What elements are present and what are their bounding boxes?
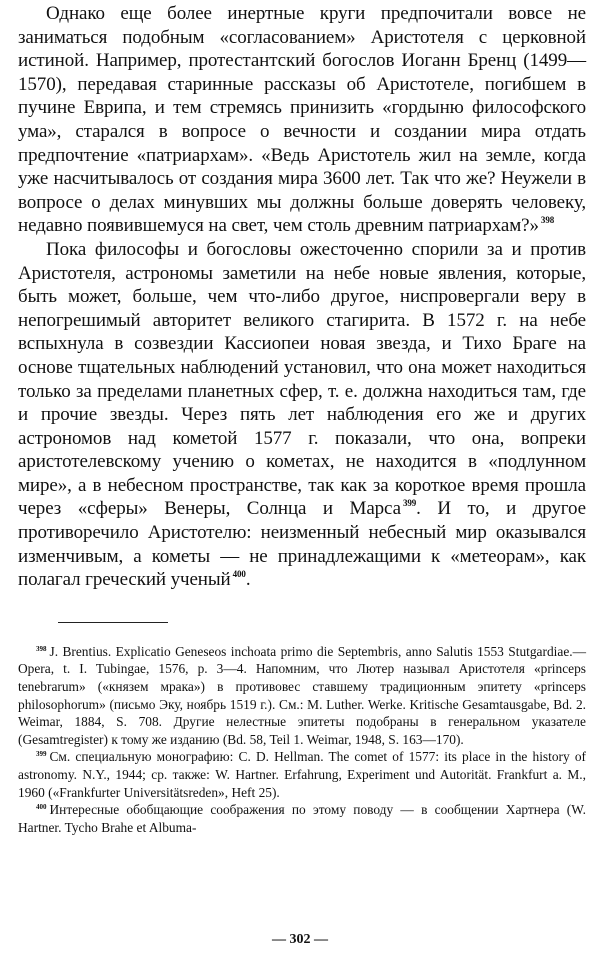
footnote-number: 400	[36, 803, 47, 812]
page-number: — 302 —	[272, 932, 328, 947]
paragraph-2-text: Пока философы и богословы ожесточенно спорили за и против Аристотеля, астрономы заметили на небе новые явления, которые, быть может, больше, чем что-либо другое, ниспровергали веру в непогрешимый авторитет великого стагирита. В 1572 г. на небе вспыхнула в созвездии Кассиопеи новая звезда, и Тихо Браге на основе тщательных наблюдений установил, что она может находиться только за пределами планетных сфер, т. е. должна находиться там, где и прочие звезды. Через пять лет наблюдения его же и других астрономов над кометой 1577 г. показали, что она, вопреки аристотелевскому учению о кометах, не находится в «подлунном мире», а в небесном пространстве, так как за короткое время прошла через «сферы» Венеры, Солнца и Марса	[18, 238, 586, 520]
footnote-ref-400: 400	[232, 569, 246, 580]
footnote-text: См. специальную монографию: C. D. Hellman. The comet of 1577: its place in the history of astronomy. N.Y., 1944; ср. также: W. Hartner. Erfahrung, Experiment und Autorität. Frankfurt a. M., 1960 («Frankfurter Universitätsreden», Heft 25).	[18, 749, 586, 800]
footnote-number: 398	[36, 644, 47, 653]
footnote-number: 399	[36, 750, 47, 759]
body-paragraph-2	[18, 238, 586, 592]
footnote-text: J. Brentius. Explicatio Geneseos inchoata primo die Septembris, anno Salutis 1553 Stutgardiae.— Opera, t. I. Tubingae, 1576, p. 3—4. Напомним, что Лютер называл Аристотеля «princeps tenebrarum» («князем мрака») в противовес ставшему традиционным эпитету «princeps philosophorum» (письмо Эку, ноябрь 1519 г.). См.: M. Luther. Werke. Kritische Gesamtausgabe, Bd. 2. Weimar, 1884, S. 708. Другие нелестные эпитеты подобраны в генеральном указателе (Gesamtregister) к тому же изданию (Bd. 58, Teil 1. Weimar, 1948, S. 163—170).	[18, 643, 586, 747]
paragraph-2-end: .	[245, 569, 251, 591]
footnote-ref-399: 399	[402, 498, 417, 509]
footnote-398	[18, 643, 586, 749]
body-paragraph-1	[18, 2, 586, 238]
footnote-399	[18, 748, 586, 801]
footnote-400	[18, 801, 586, 836]
footnote-separator	[58, 622, 168, 623]
paragraph-1-text: Однако еще более инертные круги предпочитали вовсе не заниматься подобным «согласованием» Аристотеля с церковной истиной. Например, протестантский богослов Иоганн Бренц (1499—1570), передавая старинные рассказы об Аристотеле, погибшем в пучине Еврипа, и тем стремясь принизить «гордыню философского ума», старался в вопросе о вечности и создании мира отдать предпочтение «патриархам». «Ведь Аристотель жил на земле, когда уже насчитывалось от создания мира 3600 лет. Так что же? Неужели в вопросе о делах минувших мы должны больше доверять человеку, недавно появившемуся на свет, чем столь древним патриархам?»	[18, 3, 586, 237]
footnote-ref-398: 398	[540, 215, 555, 226]
paragraph-2-tail: . И то, и другое противоречило Аристотелю: неизменный небесный мир оказывался изменчивым, а кометы — не принадлежащими к «метеорам», как полагал греческий ученый	[18, 498, 586, 591]
footnote-text: Интересные обобщающие соображения по этому поводу — в сообщении Хартнера (W. Hartner. Tycho Brahe et Albuma-	[18, 802, 586, 835]
